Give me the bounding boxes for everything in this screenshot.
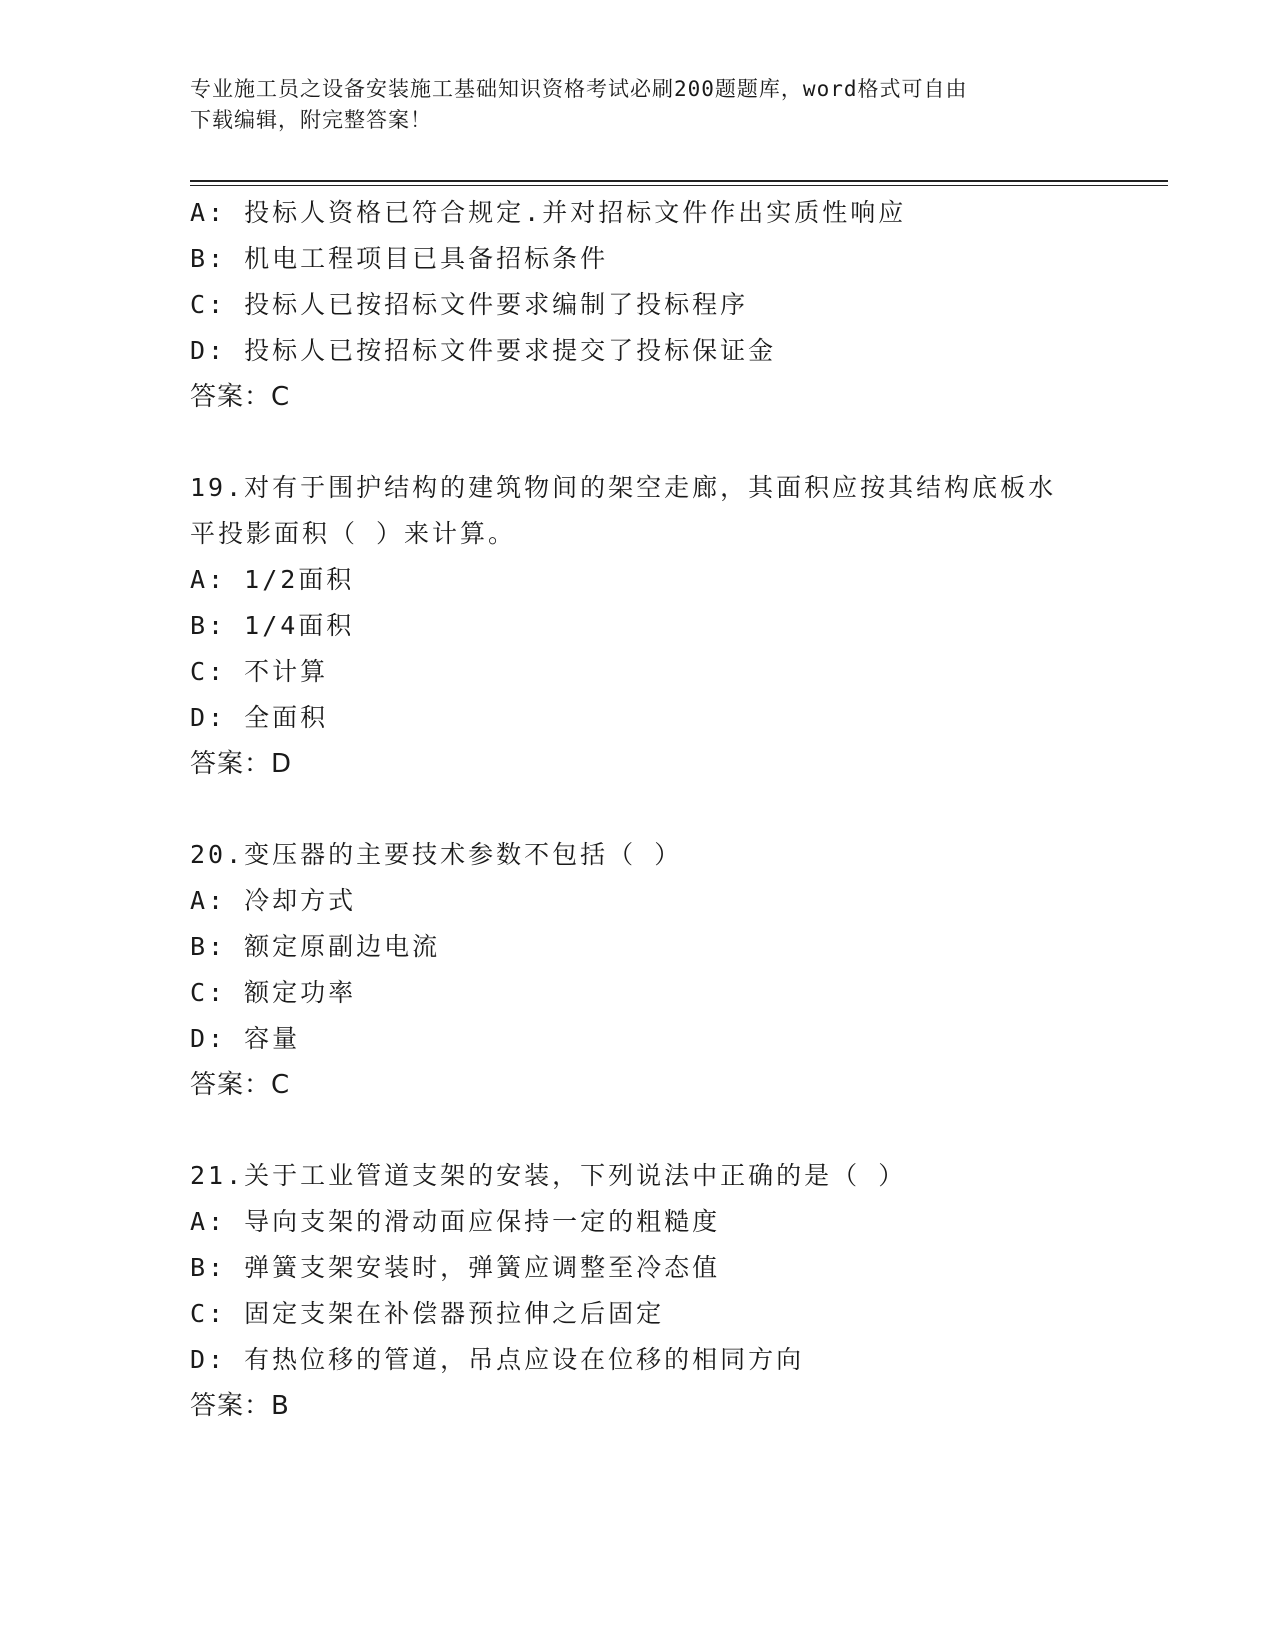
option-c: C: 额定功率 bbox=[190, 978, 357, 1007]
option-a: A: 投标人资格已符合规定.并对招标文件作出实质性响应 bbox=[190, 198, 907, 227]
option-d: D: 全面积 bbox=[190, 703, 329, 732]
question-21 bbox=[190, 1153, 1090, 1429]
question-stem: 21.关于工业管道支架的安装，下列说法中正确的是（ ） bbox=[190, 1161, 907, 1190]
option-d: D: 投标人已按招标文件要求提交了投标保证金 bbox=[190, 336, 777, 365]
option-c: C: 固定支架在补偿器预拉伸之后固定 bbox=[190, 1299, 665, 1328]
header-divider-thin bbox=[190, 185, 1168, 186]
answer: 答案：D bbox=[190, 749, 293, 779]
option-c: C: 不计算 bbox=[190, 657, 329, 686]
option-a: A: 1/2面积 bbox=[190, 565, 355, 594]
option-c: C: 投标人已按招标文件要求编制了投标程序 bbox=[190, 290, 749, 319]
option-b: B: 额定原副边电流 bbox=[190, 932, 441, 961]
question-20 bbox=[190, 832, 1090, 1108]
question-stem-continued: 平投影面积（ ）来计算。 bbox=[190, 519, 517, 548]
option-d: D: 容量 bbox=[190, 1024, 301, 1053]
question-stem: 19.对有于围护结构的建筑物间的架空走廊，其面积应按其结构底板水 bbox=[190, 473, 1057, 502]
answer: 答案：C bbox=[190, 1070, 291, 1100]
option-b: B: 1/4面积 bbox=[190, 611, 355, 640]
header-line-2: 下载编辑，附完整答案！ bbox=[190, 108, 432, 132]
document-header bbox=[190, 74, 1080, 136]
header-divider-thick bbox=[190, 180, 1168, 182]
question-list bbox=[190, 190, 1090, 1429]
option-b: B: 机电工程项目已具备招标条件 bbox=[190, 244, 609, 273]
header-line-1: 专业施工员之设备安装施工基础知识资格考试必刷200题题库，word格式可自由 bbox=[190, 77, 968, 101]
option-d: D: 有热位移的管道，吊点应设在位移的相同方向 bbox=[190, 1345, 805, 1374]
option-a: A: 冷却方式 bbox=[190, 886, 357, 915]
answer: 答案：B bbox=[190, 1391, 290, 1421]
option-a: A: 导向支架的滑动面应保持一定的粗糙度 bbox=[190, 1207, 721, 1236]
question-18 bbox=[190, 190, 1090, 420]
option-b: B: 弹簧支架安装时，弹簧应调整至冷态值 bbox=[190, 1253, 721, 1282]
question-19 bbox=[190, 465, 1090, 787]
question-stem: 20.变压器的主要技术参数不包括（ ） bbox=[190, 840, 683, 869]
answer: 答案：C bbox=[190, 382, 291, 412]
